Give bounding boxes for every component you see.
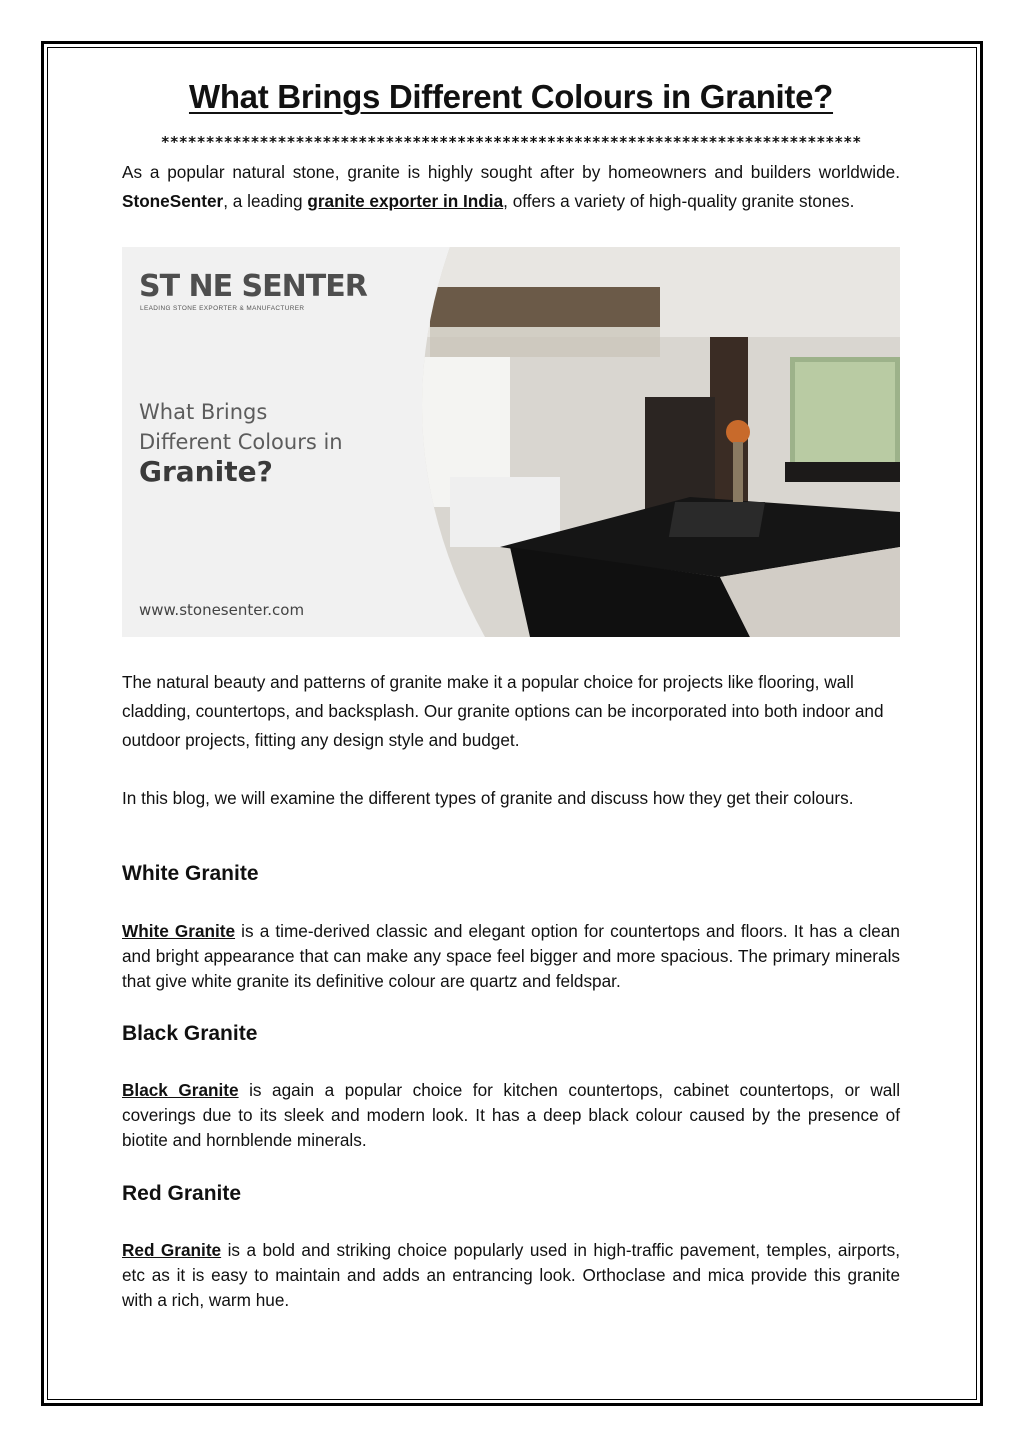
black-granite-link[interactable]: Black Granite (122, 1080, 239, 1100)
blog-paragraph-block (122, 786, 900, 811)
logo-tagline: LEADING STONE EXPORTER & MANUFACTURER (140, 305, 305, 312)
section-paragraph (122, 1238, 900, 1313)
section-heading: Red Granite (122, 1182, 242, 1205)
section-white-granite-body (122, 919, 900, 994)
section-black-granite-body (122, 1078, 900, 1153)
stonesenter-logo: ST NE SENTER (139, 269, 367, 304)
patterns-paragraph: The natural beauty and patterns of granite make it a popular choice for projects like flooring, wall cladding, countertops, and backsplash. Our granite options can be incorporated into both indoor and outdoor projects, fitting any design style and budget. (122, 672, 884, 750)
red-granite-link[interactable]: Red Granite (122, 1240, 222, 1260)
hero-heading-line-1: What Brings (139, 400, 268, 424)
hero-banner-image (122, 247, 900, 637)
hero-heading-line-2: Different Colours in (139, 430, 343, 454)
asterisk-divider: ****************************************************************************** (160, 133, 862, 151)
intro-text-2: , a leading (223, 191, 308, 211)
section-white-granite (122, 862, 900, 886)
hero-website-url: www.stonesenter.com (139, 601, 305, 619)
intro-paragraph (122, 158, 900, 216)
intro-text-1: As a popular natural stone, granite is highly sought after by homeowners and builders worldwide. (122, 162, 900, 182)
section-paragraph (122, 919, 900, 994)
white-granite-link[interactable]: White Granite (122, 921, 236, 941)
brand-name: StoneSenter (122, 191, 224, 211)
hero-heading (139, 397, 343, 487)
page-title: What Brings Different Colours in Granite? (188, 78, 834, 115)
intro-text-3: , offers a variety of high-quality granite stones. (503, 191, 855, 211)
hero-heading-line-3: Granite? (139, 455, 273, 488)
section-heading: Black Granite (122, 1022, 258, 1045)
section-heading: White Granite (122, 862, 259, 885)
kitchen-photo (390, 247, 900, 637)
section-text: is again a popular choice for kitchen countertops, cabinet countertops, or wall coverings due to its sleek and modern look. It has a deep black colour caused by the presence of biotite and hornblende minerals. (122, 1080, 901, 1150)
section-text: is a time-derived classic and elegant option for countertops and floors. It has a clean and bright appearance that can make any space feel bigger and more spacious. The primary minerals that give white granite its definitive colour are quartz and feldspar. (122, 921, 900, 991)
section-red-granite-body (122, 1238, 900, 1313)
section-text: is a bold and striking choice popularly used in high-traffic pavement, temples, airports, etc as it is easy to maintain and adds an entrancing look. Orthoclase and mica provide this granite with a rich, warm hue. (122, 1240, 901, 1310)
granite-exporter-link[interactable]: granite exporter in India (307, 191, 504, 211)
blog-intro-paragraph: In this blog, we will examine the different types of granite and discuss how they get their colours. (122, 788, 854, 808)
patterns-paragraph-block (122, 668, 900, 755)
section-paragraph (122, 1078, 900, 1153)
section-red-granite (122, 1182, 900, 1206)
intro-paragraph-block (122, 158, 900, 216)
section-black-granite (122, 1022, 900, 1046)
